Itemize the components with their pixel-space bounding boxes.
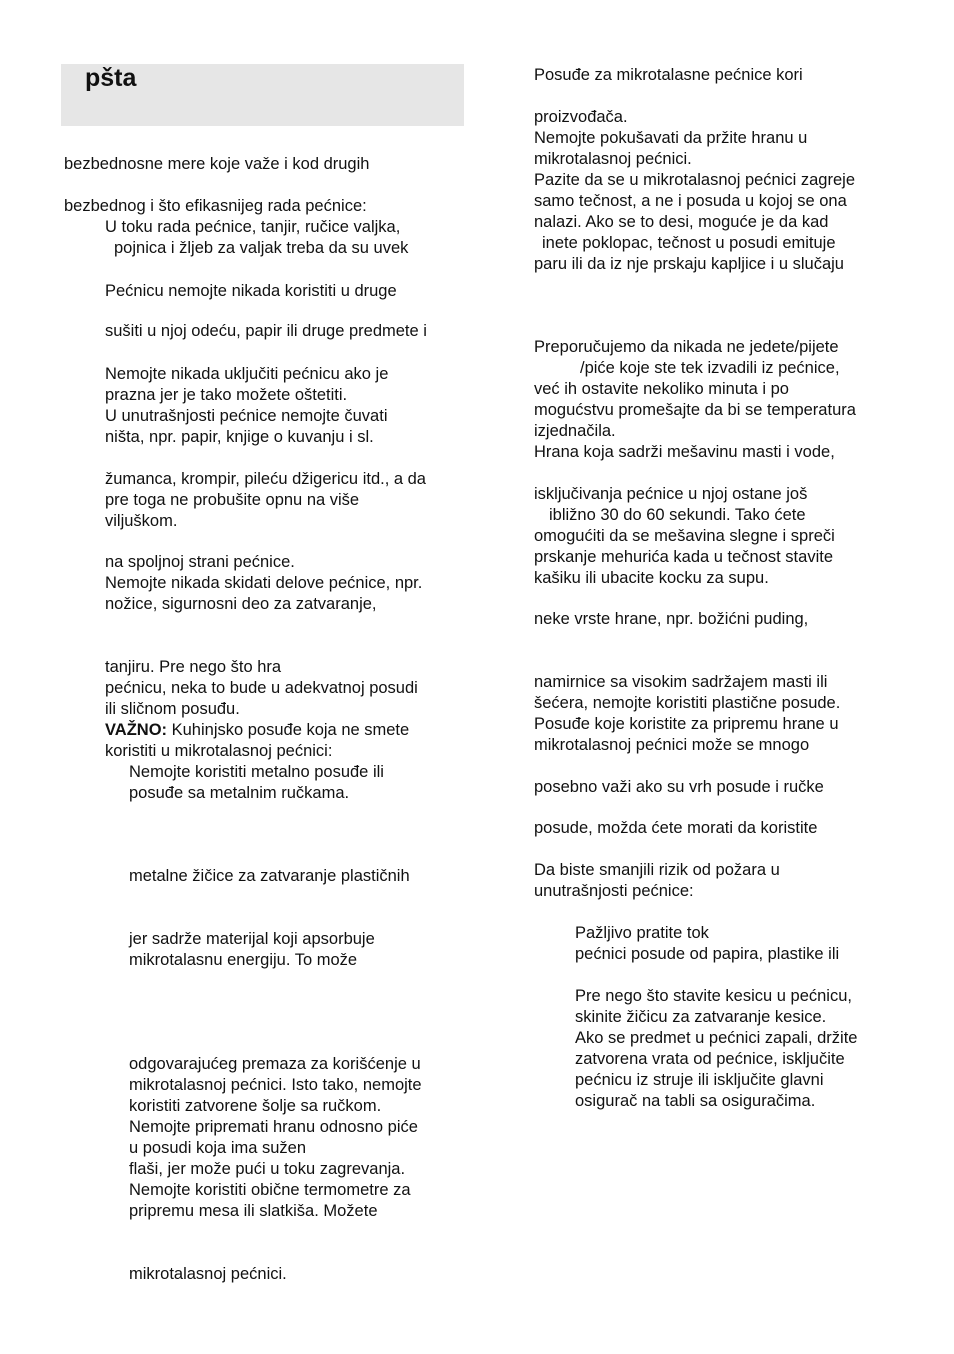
text-line: inete poklopac, tečnost u posudi emituje — [542, 234, 836, 252]
text-line: ništa, npr. papir, knjige o kuvanju i sl. — [105, 428, 374, 446]
text-line: Pre nego što stavite kesicu u pećnicu, — [575, 987, 852, 1005]
text-line: Posuđe za mikrotalasne pećnice kori — [534, 66, 803, 84]
text-line: samo tečnost, a ne i posuda u kojoj se ona — [534, 192, 847, 210]
text-line: unutrašnjosti pećnice: — [534, 882, 694, 900]
text-line: bezbednosne mere koje važe i kod drugih — [64, 155, 370, 173]
text-line: žumanca, krompir, pileću džigericu itd., a da — [105, 470, 426, 488]
text-line: jer sadrže materijal koji apsorbuje — [129, 930, 375, 948]
text-line: već ih ostavite nekoliko minuta i po — [534, 380, 789, 398]
text-line: osigurač na tabli sa osiguračima. — [575, 1092, 816, 1110]
text-line: kašiku ili ubacite kocku za supu. — [534, 569, 769, 587]
text-line: Hrana koja sadrži mešavinu masti i vode, — [534, 443, 835, 461]
text-line: namirnice sa visokim sadržajem masti ili — [534, 673, 828, 691]
text-line: nožice, sigurnosni deo za zatvaranje, — [105, 595, 377, 613]
text-line: Pazite da se u mikrotalasnoj pećnici zagreje — [534, 171, 856, 189]
text-line: Pažljivo pratite tok — [575, 924, 709, 942]
text-line: Nemojte nikada uključiti pećnicu ako je — [105, 365, 389, 383]
text-line: pećnici posude od papira, plastike ili — [575, 945, 840, 963]
text-line: odgovarajućeg premaza za korišćenje u — [129, 1055, 421, 1073]
text-line: /piće koje ste tek izvadili iz pećnice, — [580, 359, 840, 377]
text-line: U unutrašnjosti pećnice nemojte čuvati — [105, 407, 388, 425]
text-line: Nemojte koristiti metalno posuđe ili — [129, 763, 384, 781]
text-line: mogućstvu promešajte da bi se temperatura — [534, 401, 856, 419]
text-line: na spoljnoj strani pećnice. — [105, 553, 295, 571]
text-line: flaši, jer može pući u toku zagrevanja. — [129, 1160, 406, 1178]
text-line: paru ili da iz nje prskaju kapljice i u slučaju — [534, 255, 844, 273]
text-line: koristiti zatvorene šolje sa ručkom. — [129, 1097, 382, 1115]
text-line: izjednačila. — [534, 422, 616, 440]
text-line: prskanje mehurića kada u tečnost stavite — [534, 548, 833, 566]
text-line: sušiti u njoj odeću, papir ili druge predmete i — [105, 322, 427, 340]
text-line: pećnicu iz struje ili isključite glavni — [575, 1071, 824, 1089]
text-line: nalazi. Ako se to desi, moguće je da kad — [534, 213, 829, 231]
text-line: posuđe sa metalnim ručkama. — [129, 784, 350, 802]
text-line: pojnica i žljeb za valjak treba da su uvek — [114, 239, 409, 257]
text-line: mikrotalasnoj pećnici. — [129, 1265, 287, 1283]
text-line: pre toga ne probušite opnu na više — [105, 491, 360, 509]
header-box — [61, 64, 464, 126]
text-line: Nemojte pripremati hranu odnosno piće — [129, 1118, 418, 1136]
text-line: Pećnicu nemojte nikada koristiti u druge — [105, 282, 397, 300]
text-line: posude, možda ćete morati da koristite — [534, 819, 818, 837]
text-line: Da biste smanjili rizik od požara u — [534, 861, 780, 879]
text-line: skinite žičicu za zatvaranje kesice. — [575, 1008, 827, 1026]
text-line: u posudi koja ima sužen — [129, 1139, 307, 1157]
text-line: bezbednog i što efikasnijeg rada pećnice: — [64, 197, 367, 215]
text-line: ibližno 30 do 60 sekundi. Tako ćete — [549, 506, 806, 524]
text-line: neke vrste hrane, npr. božićni puding, — [534, 610, 809, 628]
text-line: pripremu mesa ili slatkiša. Možete — [129, 1202, 378, 1220]
text-line: isključivanja pećnice u njoj ostane još — [534, 485, 808, 503]
text-line: U toku rada pećnice, tanjir, ručice valjka, — [105, 218, 401, 236]
text-line: metalne žičice za zatvaranje plastičnih — [129, 867, 410, 885]
text-line: Nemojte pokušavati da pržite hranu u — [534, 129, 808, 147]
text-line: Preporučujemo da nikada ne jedete/pijete — [534, 338, 839, 356]
text-line: mikrotalasnu energiju. To može — [129, 951, 358, 969]
text-line: posebno važi ako su vrh posude i ručke — [534, 778, 824, 796]
text-line: Nemojte koristiti obične termometre za — [129, 1181, 411, 1199]
text-line: ili sličnom posuđu. — [105, 700, 240, 718]
text-line: Ako se predmet u pećnici zapali, držite — [575, 1029, 858, 1047]
important-line — [105, 720, 409, 741]
important-text: Kuhinjsko posuđe koja ne smete — [167, 721, 410, 739]
page-title: pšta — [85, 64, 137, 92]
text-line: proizvođača. — [534, 108, 628, 126]
text-line: Posuđe koje koristite za pripremu hrane u — [534, 715, 839, 733]
text-line: mikrotalasnoj pećnici. — [534, 150, 692, 168]
important-label: VAŽNO: — [105, 721, 168, 739]
text-line: zatvorena vrata od pećnice, isključite — [575, 1050, 845, 1068]
text-line: mikrotalasnoj pećnici može se mnogo — [534, 736, 810, 754]
text-line: šećera, nemojte koristiti plastične posude. — [534, 694, 841, 712]
text-line: koristiti u mikrotalasnoj pećnici: — [105, 742, 333, 760]
text-line: mikrotalasnoj pećnici. Isto tako, nemojte — [129, 1076, 422, 1094]
text-line: viljuškom. — [105, 512, 178, 530]
text-line: tanjiru. Pre nego što hra — [105, 658, 282, 676]
text-line: prazna jer je tako možete oštetiti. — [105, 386, 348, 404]
text-line: Nemojte nikada skidati delove pećnice, npr. — [105, 574, 423, 592]
text-line: pećnicu, neka to bude u adekvatnoj posudi — [105, 679, 418, 697]
text-line: omogućiti da se mešavina slegne i spreči — [534, 527, 835, 545]
